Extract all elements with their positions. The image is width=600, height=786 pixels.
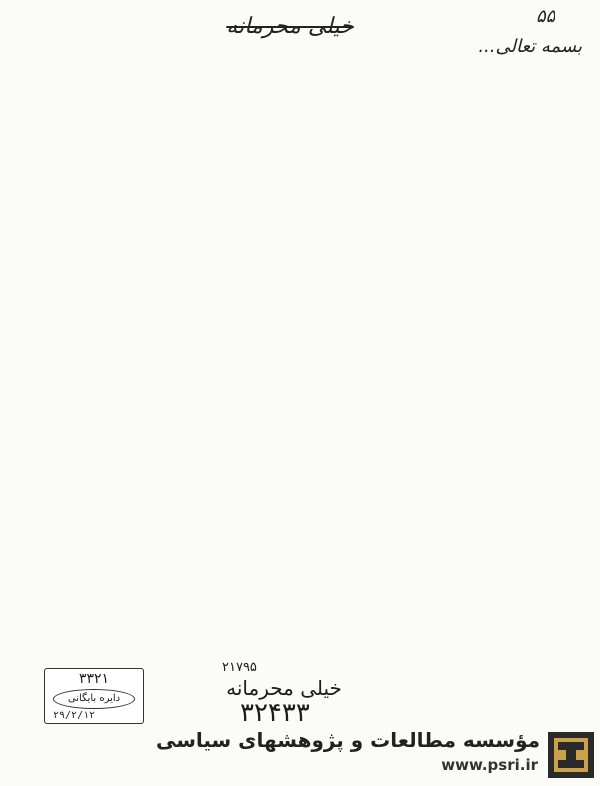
archive-stamp [44, 668, 144, 724]
stamp-number: ۳۳۲۱ [78, 671, 110, 687]
letter-line: بسمه تعالی... [478, 36, 582, 57]
date-note: ۲۱۷۹۵ [222, 660, 257, 675]
stamp-code: ۲۹/۲/۱۲ [53, 710, 96, 721]
institute-website: www.psri.ir [441, 756, 538, 774]
archive-number: ۳۲۴۳۳ [240, 698, 310, 728]
page-corner-mark: ۵۵ [536, 6, 556, 27]
institute-name: مؤسسه مطالعات و پژوهشهای سیاسی [155, 728, 540, 752]
classification-heading: خیلی محرمانه [226, 14, 354, 39]
archive-classification: خیلی محرمانه [226, 676, 342, 700]
stamp-office: دایره بایگانی [53, 689, 135, 709]
institute-logo-icon [548, 732, 594, 778]
